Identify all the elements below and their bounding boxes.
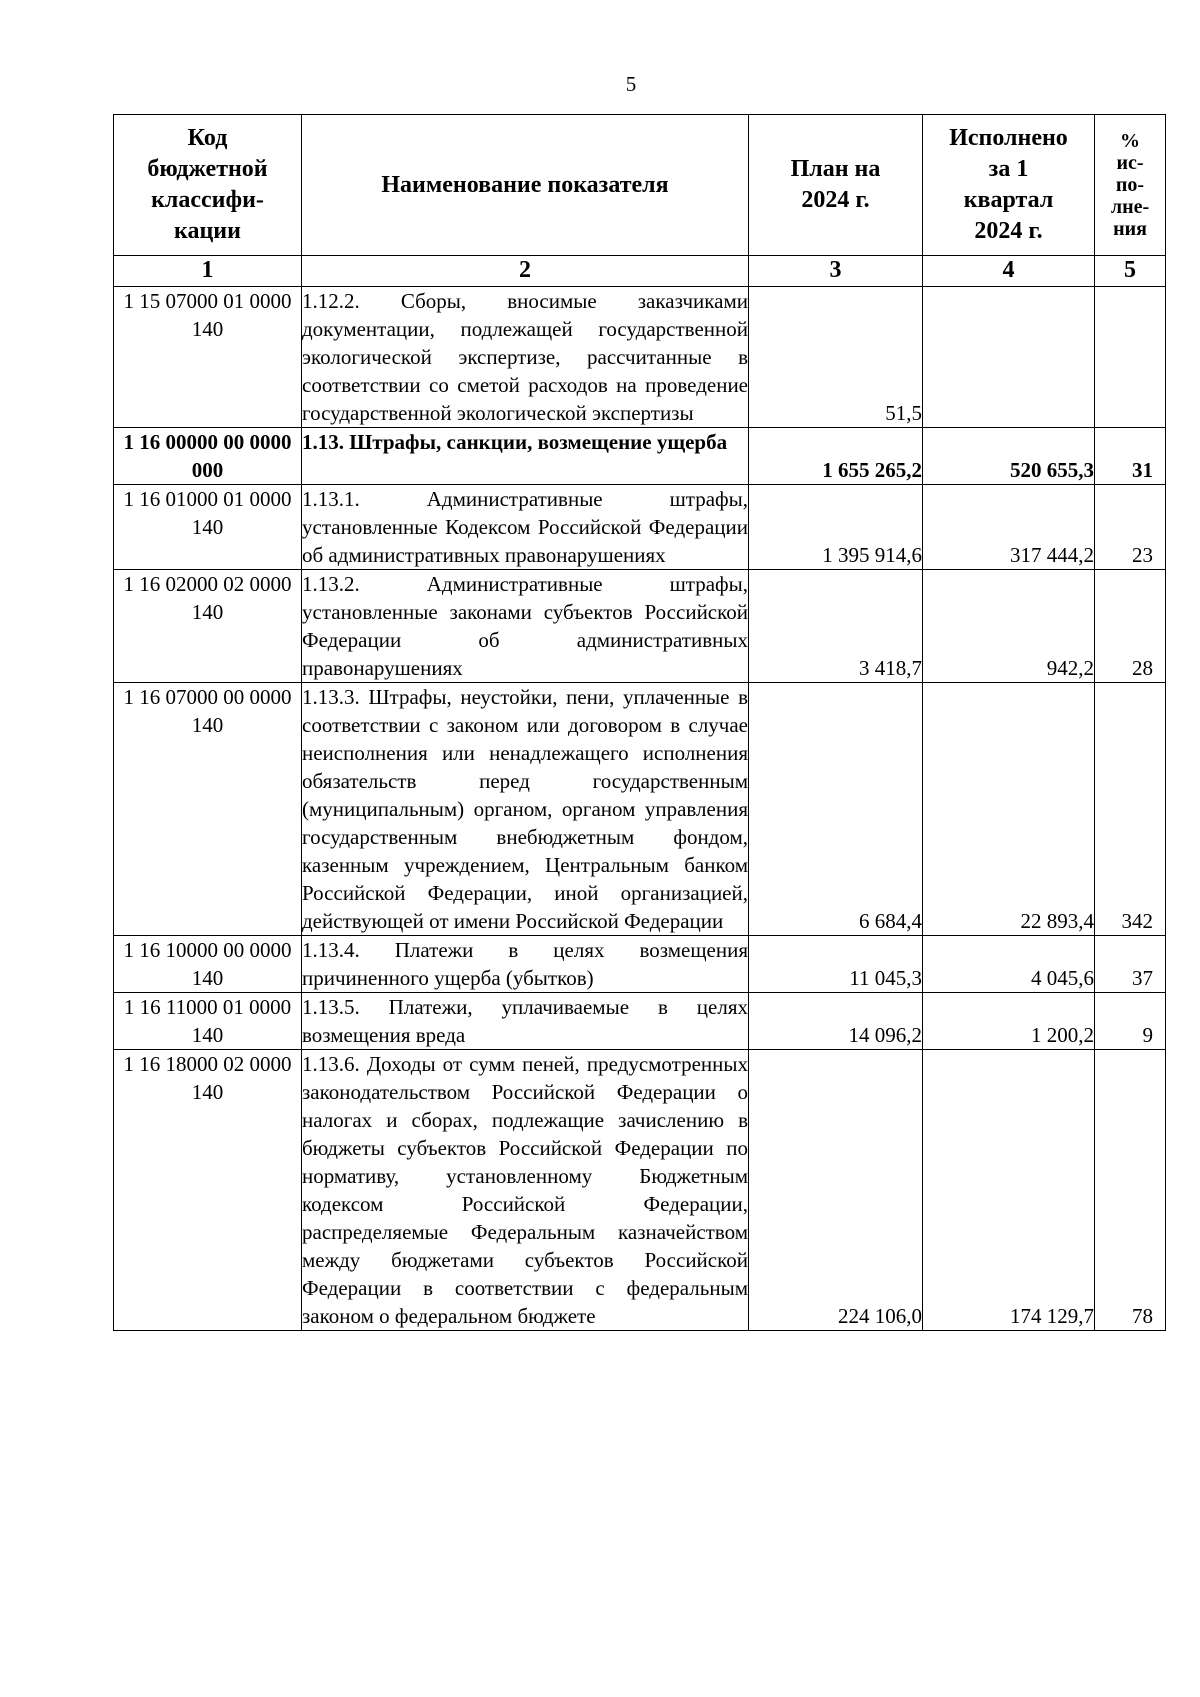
- row-plan: 11 045,3: [749, 936, 923, 993]
- page-number: 5: [625, 72, 637, 96]
- budget-table: [113, 114, 1166, 1331]
- row-code: 1 16 02000 02 0000 140: [114, 570, 302, 683]
- header-name: Наименование показателя: [302, 115, 749, 256]
- row-code: 1 16 10000 00 0000 140: [114, 936, 302, 993]
- row-done: 174 129,7: [923, 1050, 1095, 1331]
- table-row: [114, 993, 1166, 1050]
- row-name: 1.13.4. Платежи в целях возмещения причиненного ущерба (убытков): [302, 936, 749, 993]
- column-number: 3: [749, 256, 923, 287]
- table-row: [114, 1050, 1166, 1331]
- table-row: [114, 428, 1166, 485]
- row-code: 1 16 07000 00 0000 140: [114, 683, 302, 936]
- column-number: 4: [923, 256, 1095, 287]
- row-code: 1 15 07000 01 0000 140: [114, 287, 302, 428]
- table-row: [114, 936, 1166, 993]
- row-name: 1.13. Штрафы, санкции, возмещение ущерба: [302, 428, 749, 485]
- column-number-row: [114, 256, 1166, 287]
- row-plan: 3 418,7: [749, 570, 923, 683]
- row-done: 4 045,6: [923, 936, 1095, 993]
- row-percent: 342: [1095, 683, 1166, 936]
- row-plan: 224 106,0: [749, 1050, 923, 1331]
- table-row: [114, 570, 1166, 683]
- column-number: 5: [1095, 256, 1166, 287]
- header-done: Исполнено за 1 квартал 2024 г.: [923, 115, 1095, 256]
- row-percent: [1095, 287, 1166, 428]
- header-plan: План на 2024 г.: [749, 115, 923, 256]
- row-percent: 28: [1095, 570, 1166, 683]
- row-name: 1.13.5. Платежи, уплачиваемые в целях возмещения вреда: [302, 993, 749, 1050]
- row-plan: 51,5: [749, 287, 923, 428]
- row-percent: 31: [1095, 428, 1166, 485]
- table-row: [114, 287, 1166, 428]
- header-code: Код бюджетной классифи- кации: [114, 115, 302, 256]
- row-code: 1 16 11000 01 0000 140: [114, 993, 302, 1050]
- row-done: [923, 287, 1095, 428]
- table-row: [114, 485, 1166, 570]
- row-name: 1.13.2. Административные штрафы, установленные законами субъектов Российской Федерации об административных правонарушениях: [302, 570, 749, 683]
- table-row: [114, 683, 1166, 936]
- row-percent: 9: [1095, 993, 1166, 1050]
- row-done: 1 200,2: [923, 993, 1095, 1050]
- row-percent: 37: [1095, 936, 1166, 993]
- row-plan: 1 395 914,6: [749, 485, 923, 570]
- row-done: 317 444,2: [923, 485, 1095, 570]
- row-code: 1 16 18000 02 0000 140: [114, 1050, 302, 1331]
- row-done: 520 655,3: [923, 428, 1095, 485]
- row-done: 942,2: [923, 570, 1095, 683]
- row-plan: 6 684,4: [749, 683, 923, 936]
- column-number: 1: [114, 256, 302, 287]
- row-done: 22 893,4: [923, 683, 1095, 936]
- row-code: 1 16 01000 01 0000 140: [114, 485, 302, 570]
- row-plan: 14 096,2: [749, 993, 923, 1050]
- row-name: 1.13.1. Административные штрафы, установленные Кодексом Российской Федерации об административных правонарушениях: [302, 485, 749, 570]
- row-percent: 78: [1095, 1050, 1166, 1331]
- header-percent: % ис- по- лне- ния: [1095, 115, 1166, 256]
- row-plan: 1 655 265,2: [749, 428, 923, 485]
- row-name: 1.13.6. Доходы от сумм пеней, предусмотренных законодательством Российской Федерации о налогах и сборах, подлежащие зачислению в бюджеты субъектов Российской Федерации по нормативу, установленному Бюджетным кодексом Российской Федерации, распределяемые Федеральным казначейством между бюджетами субъектов Российской Федерации в соответствии с федеральным законом о федеральном бюджете: [302, 1050, 749, 1331]
- row-code: 1 16 00000 00 0000 000: [114, 428, 302, 485]
- row-name: 1.13.3. Штрафы, неустойки, пени, уплаченные в соответствии с законом или договором в случае неисполнения или ненадлежащего исполнения обязательств перед государственным (муниципальным) органом, органом управления государственным внебюджетным фондом, казенным учреждением, Центральным банком Российской Федерации, иной организацией, действующей от имени Российской Федерации: [302, 683, 749, 936]
- column-number: 2: [302, 256, 749, 287]
- row-percent: 23: [1095, 485, 1166, 570]
- table-header-row: [114, 115, 1166, 256]
- row-name: 1.12.2. Сборы, вносимые заказчиками документации, подлежащей государственной экологической экспертизе, рассчитанные в соответствии со сметой расходов на проведение государственной экологической экспертизы: [302, 287, 749, 428]
